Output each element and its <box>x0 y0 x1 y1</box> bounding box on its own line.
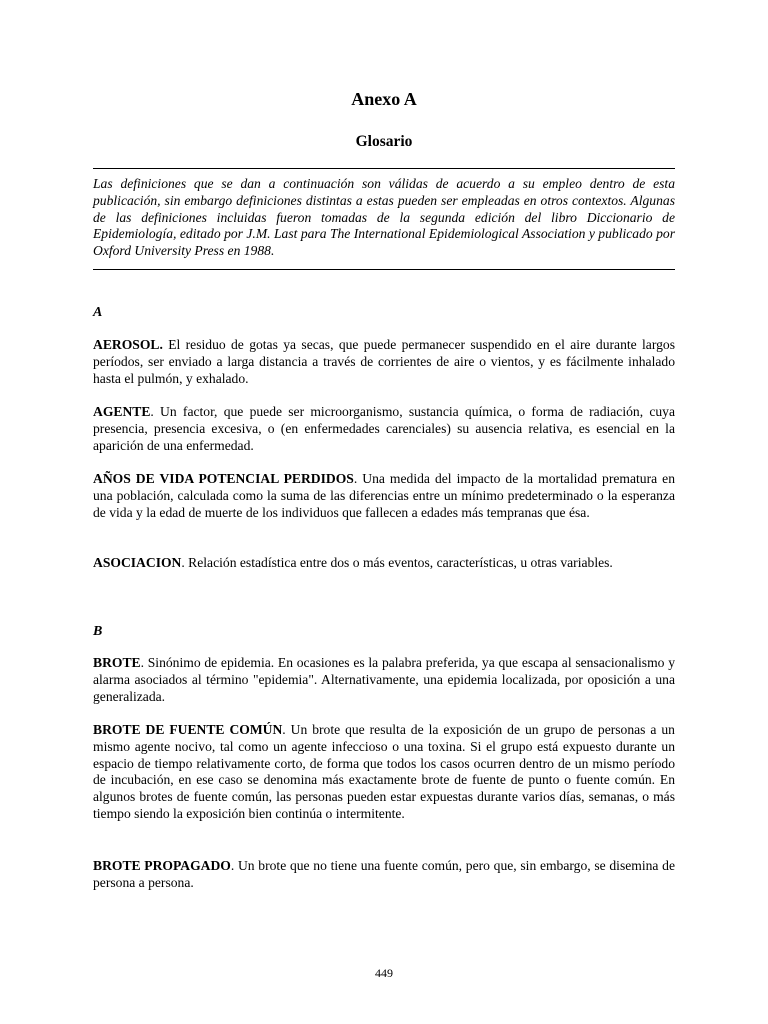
entry-term: AGENTE <box>93 404 151 419</box>
entry-term: BROTE DE FUENTE COMÚN <box>93 722 283 737</box>
entry-definition: . Un brote que no tiene una fuente común, pero que, sin embargo, se disemina de persona a persona. <box>93 858 675 890</box>
glossary-entry <box>93 655 675 705</box>
entry-definition: . Un brote que resulta de la exposición de un grupo de personas a un mismo agente nocivo, tal como un agente infeccioso o una toxina. Si el grupo está expuesto durante un espacio de tiempo relativamente corto, de forma que todos los casos ocurren dentro de un mismo período de incubación, en ese caso se denomina más exactamente brote de fuente de punto o fuente común. En algunos brotes de fuente común, las personas pueden estar expuestas durante varios días, semanas, o más tiempo siendo la exposición bien continúa o intermitente. <box>93 722 675 821</box>
section-letter-b: B <box>93 624 103 639</box>
entry-term: AÑOS DE VIDA POTENCIAL PERDIDOS <box>93 471 354 486</box>
glossary-entry <box>93 858 675 892</box>
divider-bottom <box>93 269 675 270</box>
page-subtitle: Glosario <box>355 133 413 150</box>
glossary-entry <box>93 404 675 454</box>
page-number: 449 <box>375 966 393 980</box>
document-page <box>93 0 675 1024</box>
entry-definition: . Una medida del impacto de la mortalidad prematura en una población, calculada como la suma de las diferencias entre un mínimo predeterminado o la esperanza de vida y la edad de muerte de los individuos que fallecen a edades más tempranas que ésa. <box>93 471 675 520</box>
entry-definition: . Relación estadística entre dos o más eventos, características, u otras variables. <box>181 555 613 570</box>
glossary-entry <box>93 722 675 823</box>
page-title: Anexo A <box>351 89 417 109</box>
entry-definition: El residuo de gotas ya secas, que puede permanecer suspendido en el aire durante largos períodos, ser enviado a larga distancia a través de corrientes de aire o vientos, y es fácilmente inhalado hasta el pulmón, y exhalado. <box>93 337 675 386</box>
glossary-entry <box>93 471 675 521</box>
entry-term: AEROSOL. <box>93 337 163 352</box>
entry-definition: . Un factor, que puede ser microorganismo, sustancia química, o forma de radiación, cuya presencia, presencia excesiva, o (en enfermedades carenciales) su ausencia relativa, es esencial en la aparición de una enfermedad. <box>93 404 675 453</box>
entry-term: BROTE PROPAGADO <box>93 858 231 873</box>
entry-term: BROTE <box>93 655 141 670</box>
intro-paragraph: Las definiciones que se dan a continuación son válidas de acuerdo a su empleo dentro de esta publicación, sin embargo definiciones distintas a estas pueden ser empleadas en otros contextos. Algunas de las definiciones incluidas fueron tomadas de la segunda edición del libro Diccionario de Epidemiología, editado por J.M. Last para The International Epidemiological Association y publicado por Oxford University Press en 1988. <box>93 176 675 259</box>
glossary-entry <box>93 555 675 572</box>
section-letter-a: A <box>93 305 103 320</box>
entry-definition: . Sinónimo de epidemia. En ocasiones es la palabra preferida, ya que escapa al sensacionalismo y alarma asociados al término "epidemia". Alternativamente, una epidemia localizada, por oposición a una generalizada. <box>93 655 675 704</box>
entry-term: ASOCIACION <box>93 555 182 570</box>
divider-top <box>93 168 675 169</box>
glossary-entry <box>93 337 675 387</box>
